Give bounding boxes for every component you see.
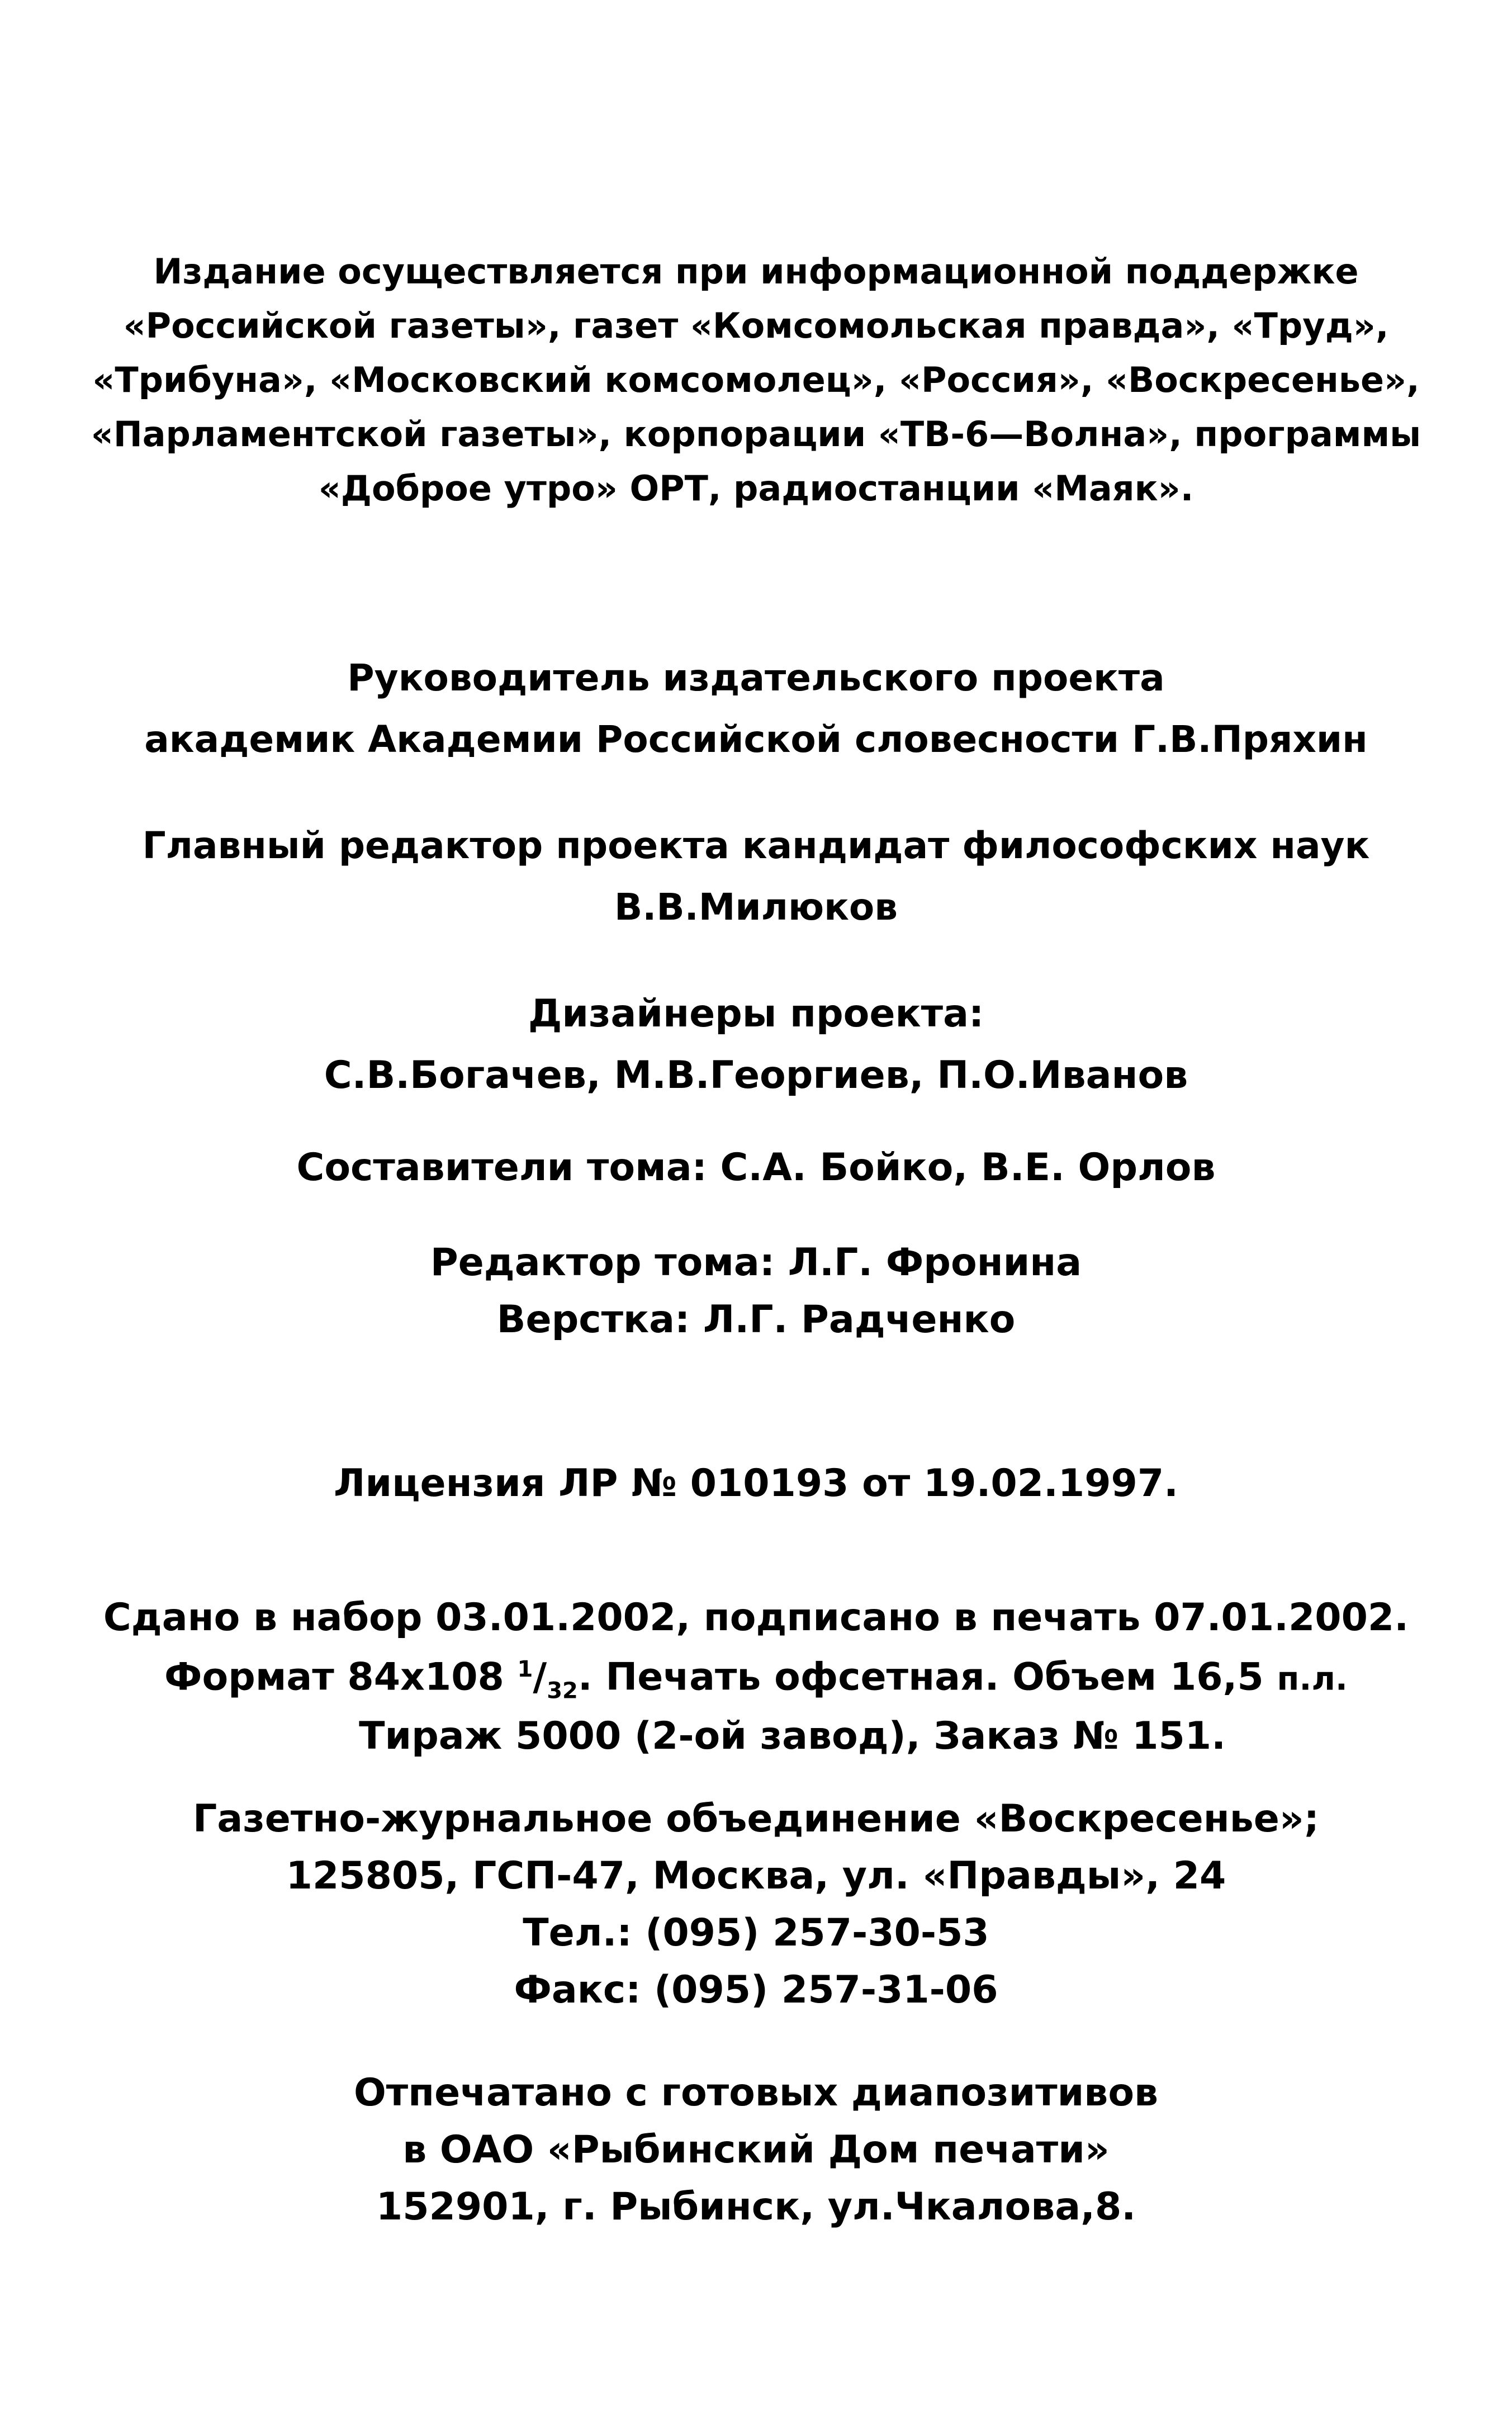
print-format [0, 1655, 1512, 1717]
designers-block [0, 992, 1512, 1118]
license-text: Лицензия ЛР № 010193 от 19.02.1997. [334, 1461, 1178, 1506]
printing-house-block [0, 2071, 1512, 2245]
support-line-1: Издание осуществляется при информационной поддержке [153, 251, 1359, 292]
format-numerator: 1 [517, 1656, 533, 1682]
designers-persons: С.В.Богачев, М.В.Георгиев, П.О.Иванов [324, 1053, 1188, 1097]
publisher-phone: Тел.: (095) 257-30-53 [523, 1911, 989, 1955]
format-rest: . Печать офсетная. Объем 16,5 [577, 1655, 1277, 1700]
designers-role: Дизайнеры проекта: [528, 992, 984, 1036]
editing-block [0, 1241, 1512, 1358]
print-dates: Сдано в набор 03.01.2002, подписано в печать 07.01.2002. [103, 1596, 1409, 1640]
chief-editor-block [0, 824, 1512, 950]
support-line-3: «Трибуна», «Московский комсомолец», «Россия», «Воскресенье», [92, 359, 1420, 400]
license-block [0, 1461, 1512, 1526]
chief-editor-role: Главный редактор проекта кандидат философских наук [142, 824, 1370, 867]
project-head-role: Руководитель издательского проекта [347, 656, 1165, 699]
print-data-block [0, 1596, 1512, 1777]
volume-editor: Редактор тома: Л.Г. Фронина [430, 1241, 1082, 1285]
compilers-text: Составители тома: С.А. Бойко, В.Е. Орлов [296, 1146, 1216, 1190]
format-slash: / [533, 1655, 547, 1700]
publisher-name: Газетно-журнальное объединение «Воскресенье»; [193, 1797, 1319, 1841]
format-denominator: 32 [547, 1678, 578, 1704]
printing-house-line-2: в ОАО «Рыбинский Дом печати» [402, 2128, 1110, 2172]
format-prefix: Формат 84х108 [164, 1655, 518, 1700]
publisher-fax: Факс: (095) 257-31-06 [514, 1968, 998, 2012]
chief-editor-person: В.В.Милюков [614, 886, 898, 929]
publisher-block [0, 1797, 1512, 2028]
compilers-block [0, 1146, 1512, 1210]
publisher-address: 125805, ГСП-47, Москва, ул. «Правды», 24 [286, 1854, 1226, 1898]
project-head-block [0, 656, 1512, 783]
project-head-person: академик Академии Российской словесности Г.В.Пряхин [144, 718, 1368, 761]
support-line-4: «Парламентской газеты», корпорации «ТВ-6—Волна», программы [91, 414, 1421, 455]
print-run: Тираж 5000 (2-ой завод), Заказ № 151. [359, 1714, 1226, 1758]
printing-house-line-1: Отпечатано с готовых диапозитивов [353, 2071, 1159, 2115]
support-line-5: «Доброе утро» ОРТ, радиостанции «Маяк». [318, 468, 1194, 509]
format-unit: п.л. [1277, 1659, 1348, 1698]
printing-house-line-3: 152901, г. Рыбинск, ул.Чкалова,8. [376, 2185, 1136, 2229]
layout-editor: Верстка: Л.Г. Радченко [496, 1298, 1016, 1342]
information-support-block [0, 251, 1512, 526]
support-line-2: «Российской газеты», газет «Комсомольская правда», «Труд», [123, 305, 1389, 346]
